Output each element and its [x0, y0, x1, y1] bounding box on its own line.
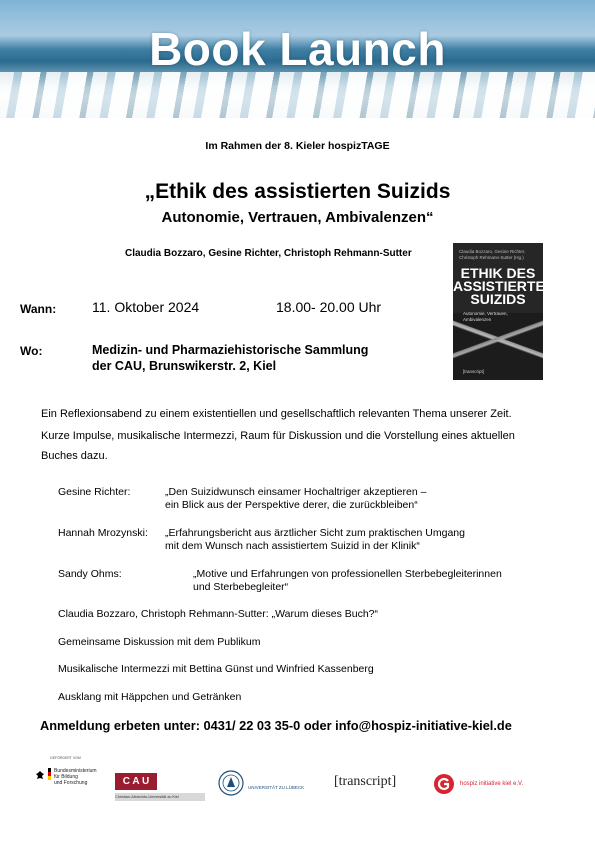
program-talk-1-line-2: ein Blick aus der Perspektive derer, die zurückbleiben“ — [165, 499, 418, 511]
transcript-name: [transcript] — [334, 774, 397, 789]
header-banner — [0, 0, 595, 118]
book-authors: Claudia Bozzaro, Gesine Richter, Christoph Rehmann-Sutter — [125, 248, 412, 259]
bmbf-line-1: Bundesministerium — [54, 768, 97, 774]
bmbf-pre: GEFÖRDERT VOM — [50, 756, 81, 760]
flag-gold — [48, 776, 51, 780]
bmbf-logo — [28, 752, 108, 802]
program-item-4: Ausklang mit Häppchen und Getränken — [58, 691, 242, 703]
book-title: „Ethik des assistierten Suizids — [144, 180, 451, 203]
venue-line-2: der CAU, Brunswikerstr. 2, Kiel — [92, 359, 277, 373]
cau-name: Christian-Albrechts-Universität zu Kiel — [115, 793, 205, 801]
intro-line-2: Kurze Impulse, musikalische Intermezzi, Raum für Diskussion und die Vorstellung eines aktuellen — [41, 430, 515, 442]
cau-mark: C A U — [115, 773, 157, 790]
program-talk-3-line-1: „Motive und Erfahrungen von professionellen Sterbebegleiterinnen — [193, 568, 502, 580]
program-talk-1-line-1: „Den Suizidwunsch einsamer Hochaltriger akzeptieren – — [165, 486, 427, 498]
program-speaker-2: Hannah Mrozynski: — [58, 527, 148, 539]
program-talk-3-line-2: und Sterbebegleiter“ — [193, 581, 289, 593]
when-label: Wann: — [20, 302, 57, 316]
program-talk-2-line-2: mit dem Wunsch nach assistiertem Suizid in der Klinik“ — [165, 540, 420, 552]
bmbf-line-2: für Bildung — [54, 774, 78, 780]
registration-info: Anmeldung erbeten unter: 0431/ 22 03 35-0 oder info@hospiz-initiative-kiel.de — [40, 718, 512, 733]
event-context: Im Rahmen der 8. Kieler hospizTAGE — [205, 140, 390, 152]
event-date: 11. Oktober 2024 — [92, 299, 200, 315]
uni-luebeck-logo — [218, 770, 328, 804]
program-talk-2-line-1: „Erfahrungsbericht aus ärztlicher Sicht zum praktischen Umgang — [165, 527, 465, 539]
program-item-2: Gemeinsame Diskussion mit dem Publikum — [58, 636, 261, 648]
program-speaker-1: Gesine Richter: — [58, 486, 131, 498]
cau-logo — [115, 773, 205, 803]
bmbf-line-3: und Forschung — [54, 780, 88, 786]
luebeck-name: UNIVERSITÄT ZU LÜBECK — [248, 785, 305, 790]
where-label: Wo: — [20, 344, 43, 358]
banner-title: Book Launch — [149, 23, 446, 75]
program-item-1: Claudia Bozzaro, Christoph Rehmann-Sutter: „Warum dieses Buch?“ — [58, 608, 378, 620]
cover-subtitle: Autonomie, Vertrauen, Ambivalenzen — [463, 311, 508, 322]
sea-foam-image — [0, 72, 595, 118]
book-cover-image — [453, 243, 555, 380]
bmbf-name — [54, 768, 97, 786]
intro-line-3: Buches dazu. — [41, 450, 108, 462]
cover-publisher: [transcript] — [463, 369, 485, 374]
cover-title: ETHIK DES ASSISTIERTEN SUIZIDS — [453, 265, 555, 307]
hospiz-initiative-logo — [432, 772, 562, 798]
transcript-logo — [334, 774, 396, 790]
hospiz-name: hospiz initiative kiel e.V. — [460, 781, 524, 787]
intro-line-1: Ein Reflexionsabend zu einem existentiellen und gesellschaftlich relevanten Thema unserer Zeit. — [41, 408, 512, 420]
luebeck-seal-icon — [218, 770, 244, 796]
book-subtitle: Autonomie, Vertrauen, Ambivalenzen“ — [161, 209, 434, 226]
program-speaker-3: Sandy Ohms: — [58, 568, 122, 580]
hospiz-g-icon — [432, 772, 456, 796]
program-item-3: Musikalische Intermezzi mit Bettina Günst und Winfried Kassenberg — [58, 663, 374, 675]
event-time: 18.00- 20.00 Uhr — [276, 299, 382, 315]
cover-authors: Claudia Bozzaro, Gesine Richter, Christoph Rehmann-Sutter (Hg.) — [459, 249, 526, 260]
eagle-icon — [36, 768, 44, 778]
venue-line-1: Medizin- und Pharmaziehistorische Sammlung — [92, 343, 369, 357]
